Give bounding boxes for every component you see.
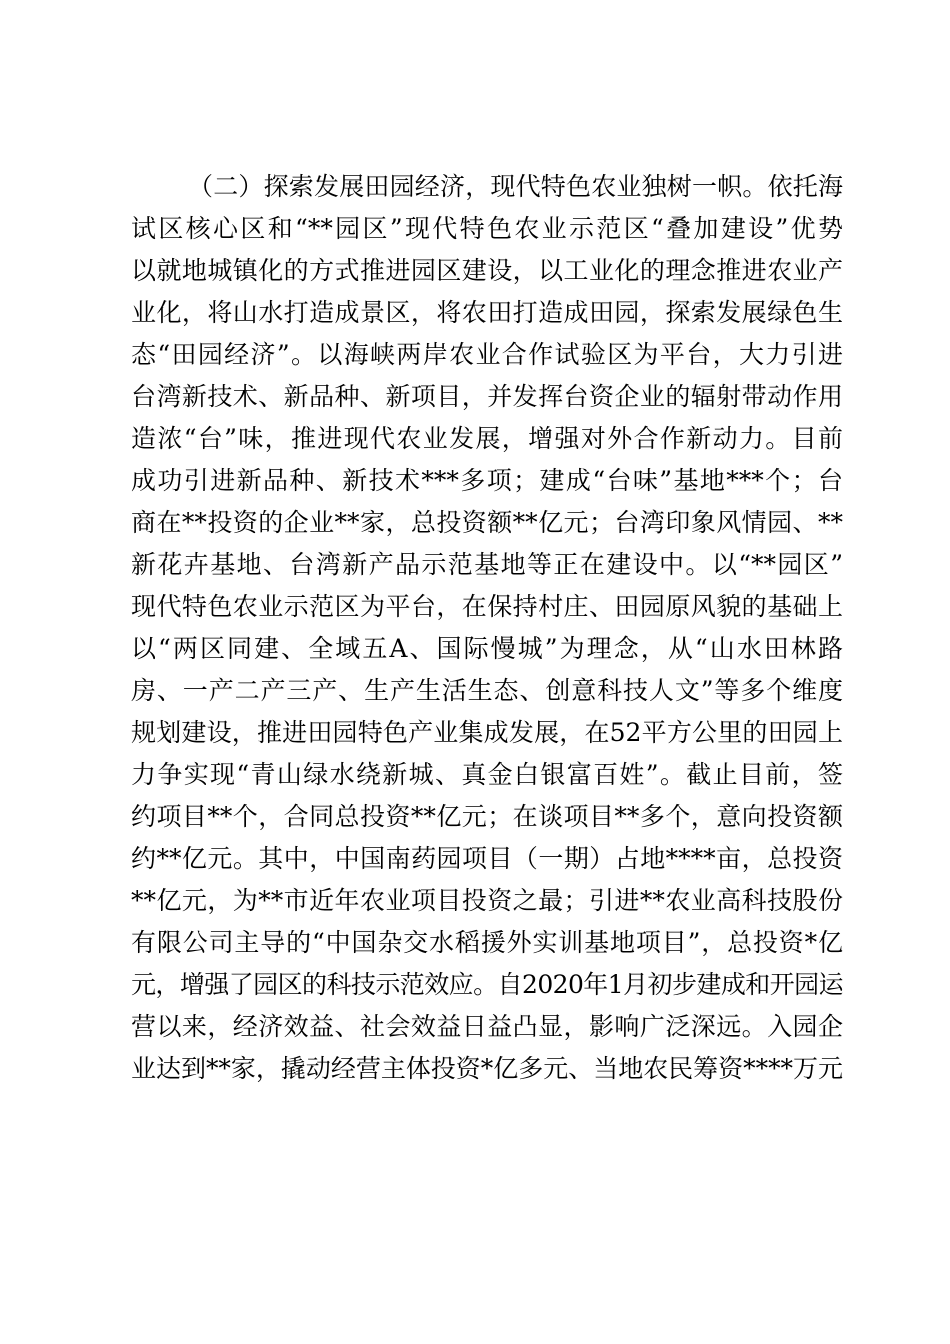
paragraph-line: 营以来，经济效益、社会效益日益凸显，影响广泛深远。入园企 [131, 1012, 843, 1041]
paragraph-line: （二）探索发展田园经济，现代特色农业独树一帜。依托海 [188, 172, 843, 201]
paragraph-line: 力争实现“青山绿水绕新城、真金白银富百姓”。截止目前，签 [131, 760, 843, 789]
paragraph-body [131, 166, 843, 1090]
paragraph-line: 现代特色农业示范区为平台，在保持村庄、田园原风貌的基础上 [131, 592, 843, 621]
paragraph-line: 元，增强了园区的科技示范效应。自2020年1月初步建成和开园运 [131, 970, 844, 999]
paragraph-line: 业达到**家，撬动经营主体投资*亿多元、当地农民筹资****万元 [131, 1054, 843, 1083]
paragraph-line: 业化，将山水打造成景区，将农田打造成田园，探索发展绿色生 [131, 298, 843, 327]
paragraph-line: 成功引进新品种、新技术***多项；建成“台味”基地***个；台 [131, 466, 843, 495]
paragraph-line: 试区核心区和“**园区”现代特色农业示范区“叠加建设”优势 [131, 214, 843, 243]
paragraph-line: 约**亿元。其中，中国南药园项目（一期）占地****亩，总投资 [131, 844, 843, 873]
paragraph-line: **亿元，为**市近年农业项目投资之最；引进**农业高科技股份 [131, 886, 843, 915]
paragraph-line: 以“两区同建、全域五A、国际慢城”为理念，从“山水田林路 [131, 634, 843, 663]
paragraph-line: 房、一产二产三产、生产生活生态、创意科技人文”等多个维度 [131, 676, 843, 705]
paragraph-line: 以就地城镇化的方式推进园区建设，以工业化的理念推进农业产 [131, 256, 843, 285]
paragraph-line: 造浓“台”味，推进现代农业发展，增强对外合作新动力。目前 [131, 424, 843, 453]
paragraph-line: 约项目**个，合同总投资**亿元；在谈项目**多个，意向投资额 [131, 802, 843, 831]
paragraph-line: 有限公司主导的“中国杂交水稻援外实训基地项目”，总投资*亿 [131, 928, 843, 957]
paragraph-line: 商在**投资的企业**家，总投资额**亿元；台湾印象风情园、** [131, 508, 843, 537]
paragraph-line: 态“田园经济”。以海峡两岸农业合作试验区为平台，大力引进 [131, 340, 843, 369]
paragraph-line: 台湾新技术、新品种、新项目，并发挥台资企业的辐射带动作用 [131, 382, 843, 411]
paragraph-line: 规划建设，推进田园特色产业集成发展，在52平方公里的田园上 [131, 718, 843, 747]
paragraph-line: 新花卉基地、台湾新产品示范基地等正在建设中。以“**园区” [131, 550, 843, 579]
